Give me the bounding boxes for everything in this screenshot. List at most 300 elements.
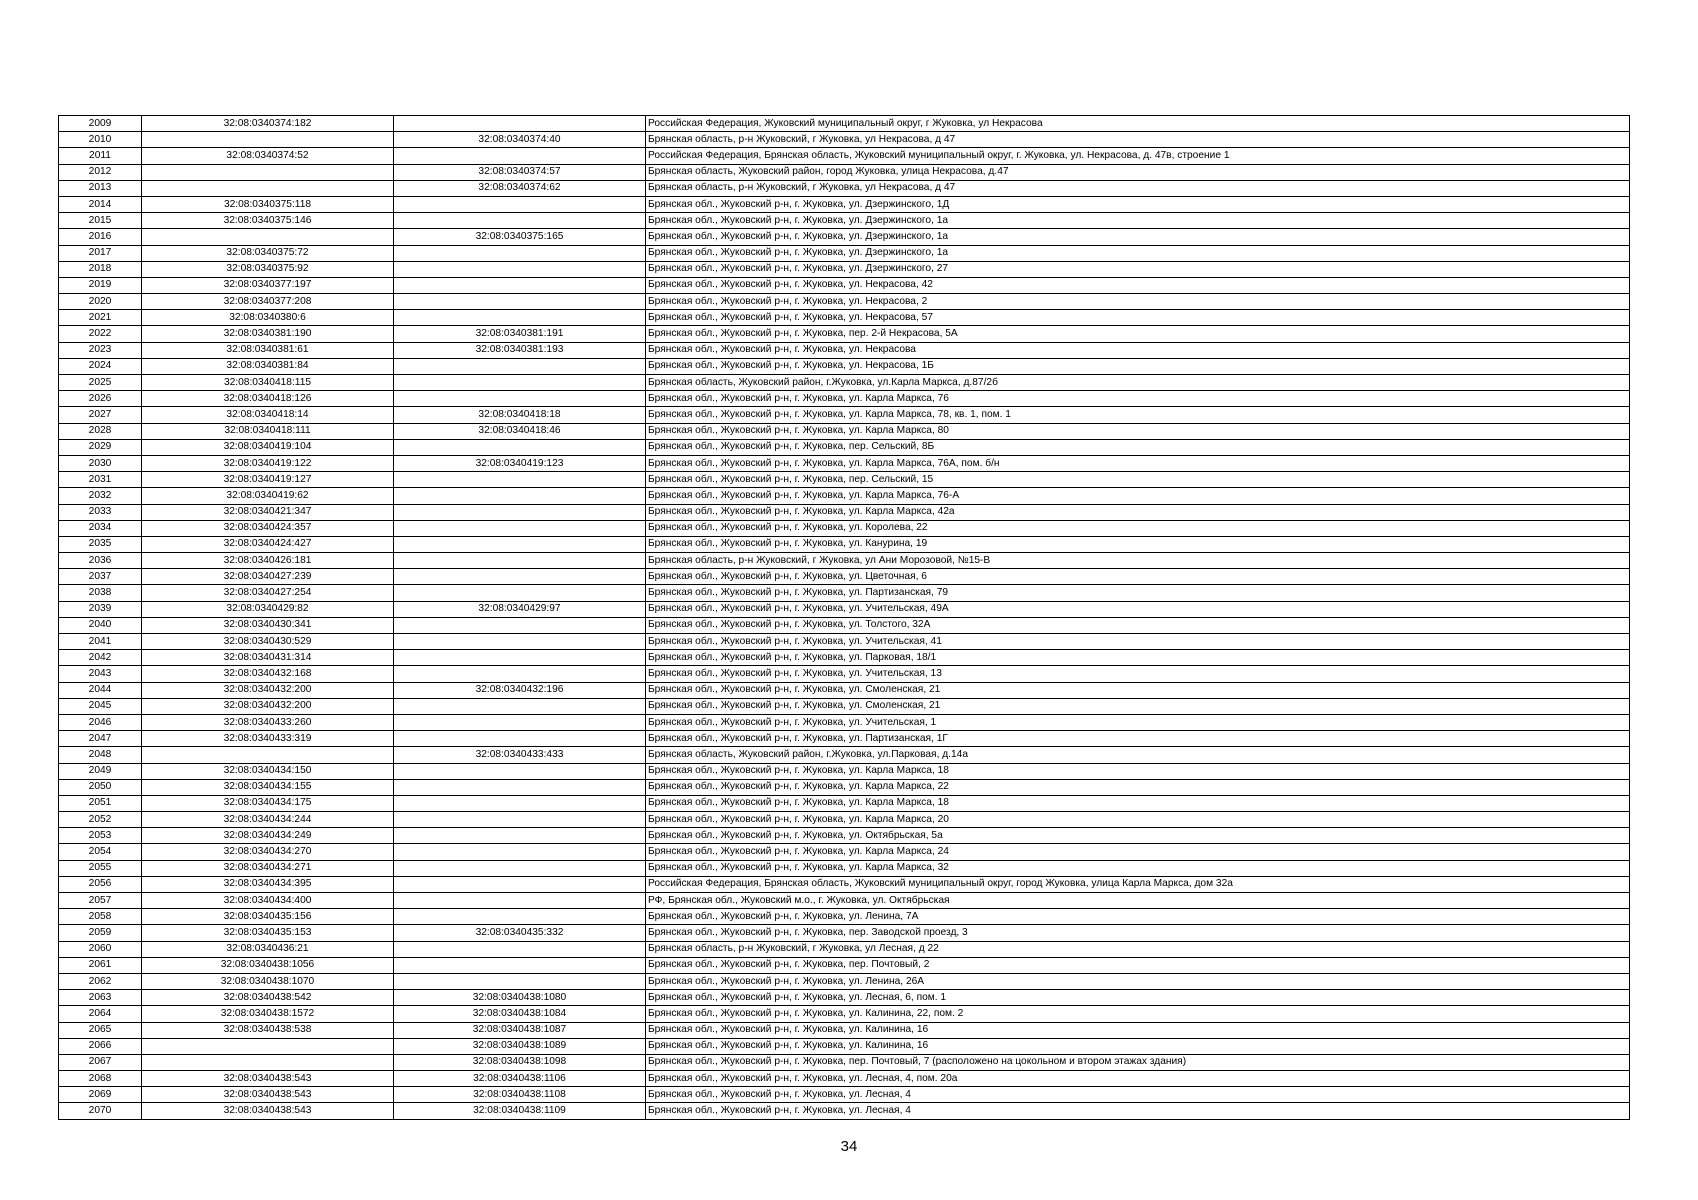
cadastral-number	[142, 180, 394, 196]
row-number: 2014	[59, 196, 142, 212]
related-cadastral-number: 32:08:0340374:40	[394, 132, 646, 148]
address: Брянская обл., Жуковский р-н, г. Жуковка, ул. Некрасова, 42	[646, 277, 1630, 293]
table-row	[59, 714, 1630, 730]
cadastral-number: 32:08:0340418:111	[142, 423, 394, 439]
cadastral-number: 32:08:0340438:543	[142, 1087, 394, 1103]
address: Брянская обл., Жуковский р-н, г. Жуковка, пер. Заводской проезд, 3	[646, 925, 1630, 941]
row-number: 2012	[59, 164, 142, 180]
row-number: 2056	[59, 876, 142, 892]
related-cadastral-number	[394, 116, 646, 132]
table-row	[59, 1054, 1630, 1070]
table-row	[59, 1071, 1630, 1087]
table-row	[59, 990, 1630, 1006]
row-number: 2029	[59, 439, 142, 455]
row-number: 2020	[59, 294, 142, 310]
cadastral-number: 32:08:0340434:270	[142, 844, 394, 860]
related-cadastral-number	[394, 196, 646, 212]
cadastral-number: 32:08:0340419:127	[142, 472, 394, 488]
row-number: 2057	[59, 893, 142, 909]
row-number: 2054	[59, 844, 142, 860]
row-number: 2028	[59, 423, 142, 439]
row-number: 2041	[59, 634, 142, 650]
row-number: 2030	[59, 455, 142, 471]
row-number: 2064	[59, 1006, 142, 1022]
address: Брянская область, р-н Жуковский, г Жуковка, ул Лесная, д 22	[646, 941, 1630, 957]
cadastral-number: 32:08:0340434:175	[142, 795, 394, 811]
address: Брянская обл., Жуковский р-н, г. Жуковка, ул. Канурина, 19	[646, 536, 1630, 552]
cadastral-table	[58, 115, 1630, 1120]
related-cadastral-number	[394, 698, 646, 714]
table-row	[59, 601, 1630, 617]
row-number: 2067	[59, 1054, 142, 1070]
table-row	[59, 536, 1630, 552]
table-row	[59, 261, 1630, 277]
address: Брянская область, р-н Жуковский, г Жуковка, ул Ани Морозовой, №15-В	[646, 553, 1630, 569]
cadastral-number: 32:08:0340436:21	[142, 941, 394, 957]
related-cadastral-number	[394, 860, 646, 876]
cadastral-number: 32:08:0340381:61	[142, 342, 394, 358]
related-cadastral-number: 32:08:0340381:191	[394, 326, 646, 342]
table-row	[59, 472, 1630, 488]
address: Брянская обл., Жуковский р-н, г. Жуковка, ул. Некрасова, 57	[646, 310, 1630, 326]
related-cadastral-number	[394, 634, 646, 650]
cadastral-number: 32:08:0340424:427	[142, 536, 394, 552]
cadastral-number: 32:08:0340432:200	[142, 698, 394, 714]
related-cadastral-number	[394, 731, 646, 747]
row-number: 2060	[59, 941, 142, 957]
related-cadastral-number: 32:08:0340435:332	[394, 925, 646, 941]
row-number: 2027	[59, 407, 142, 423]
row-number: 2058	[59, 909, 142, 925]
row-number: 2026	[59, 391, 142, 407]
address: Брянская область, р-н Жуковский, г Жуковка, ул Некрасова, д 47	[646, 132, 1630, 148]
row-number: 2019	[59, 277, 142, 293]
address: Брянская обл., Жуковский р-н, г. Жуковка, ул. Карла Маркса, 42а	[646, 504, 1630, 520]
address: Брянская обл., Жуковский р-н, г. Жуковка, пер. 2-й Некрасова, 5А	[646, 326, 1630, 342]
related-cadastral-number: 32:08:0340418:18	[394, 407, 646, 423]
row-number: 2022	[59, 326, 142, 342]
table-row	[59, 698, 1630, 714]
cadastral-number: 32:08:0340431:314	[142, 650, 394, 666]
cadastral-number: 32:08:0340419:62	[142, 488, 394, 504]
row-number: 2032	[59, 488, 142, 504]
table-row	[59, 795, 1630, 811]
row-number: 2065	[59, 1022, 142, 1038]
row-number: 2024	[59, 358, 142, 374]
row-number: 2033	[59, 504, 142, 520]
address: Брянская обл., Жуковский р-н, г. Жуковка, ул. Лесная, 4	[646, 1103, 1630, 1119]
related-cadastral-number: 32:08:0340438:1089	[394, 1038, 646, 1054]
address: Брянская обл., Жуковский р-н, г. Жуковка, ул. Лесная, 4	[646, 1087, 1630, 1103]
table-row	[59, 569, 1630, 585]
address: Брянская обл., Жуковский р-н, г. Жуковка, ул. Карла Маркса, 24	[646, 844, 1630, 860]
cadastral-number: 32:08:0340374:182	[142, 116, 394, 132]
cadastral-number: 32:08:0340433:319	[142, 731, 394, 747]
row-number: 2039	[59, 601, 142, 617]
related-cadastral-number	[394, 358, 646, 374]
cadastral-number: 32:08:0340427:239	[142, 569, 394, 585]
address: Брянская обл., Жуковский р-н, г. Жуковка, ул. Октябрьская, 5а	[646, 828, 1630, 844]
table-row	[59, 342, 1630, 358]
address: Брянская обл., Жуковский р-н, г. Жуковка, ул. Карла Маркса, 76А, пом. б/н	[646, 455, 1630, 471]
related-cadastral-number: 32:08:0340438:1084	[394, 1006, 646, 1022]
related-cadastral-number	[394, 569, 646, 585]
cadastral-number: 32:08:0340375:146	[142, 213, 394, 229]
cadastral-number: 32:08:0340438:1572	[142, 1006, 394, 1022]
address: Брянская обл., Жуковский р-н, г. Жуковка, ул. Карла Маркса, 78, кв. 1, пом. 1	[646, 407, 1630, 423]
row-number: 2062	[59, 973, 142, 989]
related-cadastral-number	[394, 844, 646, 860]
cadastral-number: 32:08:0340438:543	[142, 1103, 394, 1119]
address: Брянская обл., Жуковский р-н, г. Жуковка, ул. Калинина, 16	[646, 1022, 1630, 1038]
cadastral-number: 32:08:0340435:156	[142, 909, 394, 925]
cadastral-number: 32:08:0340433:260	[142, 714, 394, 730]
cadastral-number: 32:08:0340435:153	[142, 925, 394, 941]
address: Брянская обл., Жуковский р-н, г. Жуковка, ул. Учительская, 41	[646, 634, 1630, 650]
related-cadastral-number	[394, 617, 646, 633]
related-cadastral-number: 32:08:0340438:1087	[394, 1022, 646, 1038]
row-number: 2068	[59, 1071, 142, 1087]
cadastral-number: 32:08:0340375:118	[142, 196, 394, 212]
table-row	[59, 585, 1630, 601]
table-row	[59, 326, 1630, 342]
related-cadastral-number: 32:08:0340438:1108	[394, 1087, 646, 1103]
address: Брянская обл., Жуковский р-н, г. Жуковка, ул. Цветочная, 6	[646, 569, 1630, 585]
address: РФ, Брянская обл., Жуковский м.о., г. Жуковка, ул. Октябрьская	[646, 893, 1630, 909]
table-row	[59, 617, 1630, 633]
related-cadastral-number	[394, 261, 646, 277]
address: Брянская область, Жуковский район, город Жуковка, улица Некрасова, д.47	[646, 164, 1630, 180]
row-number: 2059	[59, 925, 142, 941]
row-number: 2016	[59, 229, 142, 245]
cadastral-number: 32:08:0340434:150	[142, 763, 394, 779]
cadastral-number: 32:08:0340375:72	[142, 245, 394, 261]
row-number: 2050	[59, 779, 142, 795]
address: Брянская обл., Жуковский р-н, г. Жуковка, ул. Некрасова	[646, 342, 1630, 358]
related-cadastral-number: 32:08:0340433:433	[394, 747, 646, 763]
table-row	[59, 957, 1630, 973]
address: Брянская обл., Жуковский р-н, г. Жуковка, ул. Карла Маркса, 20	[646, 812, 1630, 828]
table-row	[59, 779, 1630, 795]
related-cadastral-number: 32:08:0340374:62	[394, 180, 646, 196]
related-cadastral-number	[394, 666, 646, 682]
related-cadastral-number	[394, 941, 646, 957]
row-number: 2031	[59, 472, 142, 488]
table-row	[59, 488, 1630, 504]
cadastral-number: 32:08:0340438:1056	[142, 957, 394, 973]
related-cadastral-number	[394, 957, 646, 973]
table-row	[59, 455, 1630, 471]
address: Брянская обл., Жуковский р-н, г. Жуковка, пер. Сельский, 8Б	[646, 439, 1630, 455]
table-row	[59, 1006, 1630, 1022]
related-cadastral-number: 32:08:0340381:193	[394, 342, 646, 358]
related-cadastral-number	[394, 472, 646, 488]
related-cadastral-number	[394, 812, 646, 828]
row-number: 2017	[59, 245, 142, 261]
related-cadastral-number	[394, 650, 646, 666]
row-number: 2009	[59, 116, 142, 132]
cadastral-number: 32:08:0340419:122	[142, 455, 394, 471]
table-row	[59, 180, 1630, 196]
cadastral-number: 32:08:0340381:190	[142, 326, 394, 342]
cadastral-number: 32:08:0340426:181	[142, 553, 394, 569]
cadastral-number: 32:08:0340418:126	[142, 391, 394, 407]
address: Брянская обл., Жуковский р-н, г. Жуковка, ул. Карла Маркса, 76	[646, 391, 1630, 407]
cadastral-number: 32:08:0340438:538	[142, 1022, 394, 1038]
row-number: 2047	[59, 731, 142, 747]
cadastral-number: 32:08:0340432:200	[142, 682, 394, 698]
related-cadastral-number	[394, 504, 646, 520]
row-number: 2066	[59, 1038, 142, 1054]
table-row	[59, 132, 1630, 148]
cadastral-number: 32:08:0340419:104	[142, 439, 394, 455]
related-cadastral-number	[394, 245, 646, 261]
address: Брянская обл., Жуковский р-н, г. Жуковка, ул. Карла Маркса, 76-А	[646, 488, 1630, 504]
row-number: 2011	[59, 148, 142, 164]
cadastral-number: 32:08:0340438:542	[142, 990, 394, 1006]
address: Брянская обл., Жуковский р-н, г. Жуковка, ул. Карла Маркса, 32	[646, 860, 1630, 876]
cadastral-number: 32:08:0340438:1070	[142, 973, 394, 989]
table-row	[59, 358, 1630, 374]
cadastral-number: 32:08:0340429:82	[142, 601, 394, 617]
cadastral-number: 32:08:0340381:84	[142, 358, 394, 374]
table-row	[59, 277, 1630, 293]
address: Брянская обл., Жуковский р-н, г. Жуковка, ул. Карла Маркса, 22	[646, 779, 1630, 795]
table-row	[59, 213, 1630, 229]
address: Брянская обл., Жуковский р-н, г. Жуковка, ул. Дзержинского, 1Д	[646, 196, 1630, 212]
address: Брянская обл., Жуковский р-н, г. Жуковка, ул. Ленина, 7А	[646, 909, 1630, 925]
related-cadastral-number: 32:08:0340432:196	[394, 682, 646, 698]
table-row	[59, 245, 1630, 261]
cadastral-number: 32:08:0340438:543	[142, 1071, 394, 1087]
address: Брянская обл., Жуковский р-н, г. Жуковка, ул. Дзержинского, 1а	[646, 229, 1630, 245]
table-row	[59, 229, 1630, 245]
address: Брянская обл., Жуковский р-н, г. Жуковка, ул. Лесная, 6, пом. 1	[646, 990, 1630, 1006]
cadastral-number: 32:08:0340430:341	[142, 617, 394, 633]
address: Брянская обл., Жуковский р-н, г. Жуковка, ул. Учительская, 13	[646, 666, 1630, 682]
address: Брянская обл., Жуковский р-н, г. Жуковка, ул. Калинина, 22, пом. 2	[646, 1006, 1630, 1022]
table-row	[59, 164, 1630, 180]
table-row	[59, 439, 1630, 455]
cadastral-number	[142, 229, 394, 245]
address: Российская Федерация, Брянская область, Жуковский муниципальный округ, город Жуковка, улица Карла Маркса, дом 32а	[646, 876, 1630, 892]
row-number: 2038	[59, 585, 142, 601]
row-number: 2037	[59, 569, 142, 585]
table-row	[59, 294, 1630, 310]
table-row	[59, 553, 1630, 569]
cadastral-number: 32:08:0340377:197	[142, 277, 394, 293]
related-cadastral-number	[394, 439, 646, 455]
address: Брянская обл., Жуковский р-н, г. Жуковка, ул. Некрасова, 2	[646, 294, 1630, 310]
row-number: 2023	[59, 342, 142, 358]
related-cadastral-number	[394, 585, 646, 601]
row-number: 2042	[59, 650, 142, 666]
address: Брянская обл., Жуковский р-н, г. Жуковка, пер. Почтовый, 7 (расположено на цокольном и втором этажах здания)	[646, 1054, 1630, 1070]
row-number: 2055	[59, 860, 142, 876]
cadastral-number: 32:08:0340374:52	[142, 148, 394, 164]
row-number: 2052	[59, 812, 142, 828]
table-row	[59, 1038, 1630, 1054]
related-cadastral-number: 32:08:0340438:1106	[394, 1071, 646, 1087]
table-row	[59, 747, 1630, 763]
related-cadastral-number: 32:08:0340438:1109	[394, 1103, 646, 1119]
cadastral-number: 32:08:0340424:357	[142, 520, 394, 536]
row-number: 2010	[59, 132, 142, 148]
table-row	[59, 1103, 1630, 1119]
address: Брянская обл., Жуковский р-н, г. Жуковка, ул. Парковая, 18/1	[646, 650, 1630, 666]
related-cadastral-number	[394, 973, 646, 989]
row-number: 2069	[59, 1087, 142, 1103]
table-row	[59, 844, 1630, 860]
cadastral-number: 32:08:0340377:208	[142, 294, 394, 310]
cadastral-number: 32:08:0340434:249	[142, 828, 394, 844]
related-cadastral-number	[394, 795, 646, 811]
table-row	[59, 423, 1630, 439]
address: Российская Федерация, Жуковский муниципальный округ, г Жуковка, ул Некрасова	[646, 116, 1630, 132]
row-number: 2046	[59, 714, 142, 730]
related-cadastral-number	[394, 893, 646, 909]
cadastral-number	[142, 1054, 394, 1070]
cadastral-number: 32:08:0340380:6	[142, 310, 394, 326]
table-row	[59, 812, 1630, 828]
address: Брянская обл., Жуковский р-н, г. Жуковка, ул. Дзержинского, 1а	[646, 245, 1630, 261]
page-number: 34	[840, 1138, 858, 1155]
cadastral-number: 32:08:0340418:14	[142, 407, 394, 423]
table-row	[59, 925, 1630, 941]
related-cadastral-number	[394, 310, 646, 326]
address: Брянская обл., Жуковский р-н, г. Жуковка, ул. Ленина, 26А	[646, 973, 1630, 989]
cadastral-number: 32:08:0340434:395	[142, 876, 394, 892]
related-cadastral-number: 32:08:0340419:123	[394, 455, 646, 471]
cadastral-number: 32:08:0340418:115	[142, 375, 394, 391]
cadastral-number: 32:08:0340432:168	[142, 666, 394, 682]
address: Брянская обл., Жуковский р-н, г. Жуковка, ул. Некрасова, 1Б	[646, 358, 1630, 374]
address: Брянская обл., Жуковский р-н, г. Жуковка, пер. Почтовый, 2	[646, 957, 1630, 973]
table-row	[59, 407, 1630, 423]
row-number: 2044	[59, 682, 142, 698]
address: Брянская обл., Жуковский р-н, г. Жуковка, ул. Королева, 22	[646, 520, 1630, 536]
related-cadastral-number	[394, 714, 646, 730]
row-number: 2063	[59, 990, 142, 1006]
cadastral-number: 32:08:0340430:529	[142, 634, 394, 650]
table-row	[59, 634, 1630, 650]
address: Брянская обл., Жуковский р-н, г. Жуковка, ул. Карла Маркса, 18	[646, 795, 1630, 811]
row-number: 2045	[59, 698, 142, 714]
row-number: 2043	[59, 666, 142, 682]
row-number: 2034	[59, 520, 142, 536]
row-number: 2013	[59, 180, 142, 196]
address: Брянская обл., Жуковский р-н, г. Жуковка, ул. Лесная, 4, пом. 20а	[646, 1071, 1630, 1087]
table-row	[59, 310, 1630, 326]
table-row	[59, 520, 1630, 536]
row-number: 2015	[59, 213, 142, 229]
address: Брянская обл., Жуковский р-н, г. Жуковка, ул. Партизанская, 79	[646, 585, 1630, 601]
cadastral-number	[142, 747, 394, 763]
cadastral-number: 32:08:0340434:244	[142, 812, 394, 828]
cadastral-number	[142, 1038, 394, 1054]
table-row	[59, 828, 1630, 844]
related-cadastral-number	[394, 277, 646, 293]
table-row	[59, 116, 1630, 132]
cadastral-number	[142, 164, 394, 180]
row-number: 2061	[59, 957, 142, 973]
address: Брянская обл., Жуковский р-н, г. Жуковка, ул. Карла Маркса, 18	[646, 763, 1630, 779]
address: Брянская обл., Жуковский р-н, г. Жуковка, ул. Калинина, 16	[646, 1038, 1630, 1054]
address: Брянская обл., Жуковский р-н, г. Жуковка, ул. Карла Маркса, 80	[646, 423, 1630, 439]
address: Брянская обл., Жуковский р-н, г. Жуковка, ул. Смоленская, 21	[646, 698, 1630, 714]
address: Брянская обл., Жуковский р-н, г. Жуковка, ул. Партизанская, 1Г	[646, 731, 1630, 747]
row-number: 2070	[59, 1103, 142, 1119]
related-cadastral-number: 32:08:0340438:1098	[394, 1054, 646, 1070]
cadastral-number	[142, 132, 394, 148]
table-row	[59, 941, 1630, 957]
row-number: 2021	[59, 310, 142, 326]
address: Брянская область, р-н Жуковский, г Жуковка, ул Некрасова, д 47	[646, 180, 1630, 196]
related-cadastral-number	[394, 909, 646, 925]
related-cadastral-number	[394, 520, 646, 536]
address: Брянская обл., Жуковский р-н, г. Жуковка, ул. Смоленская, 21	[646, 682, 1630, 698]
table-row	[59, 860, 1630, 876]
table-row	[59, 1022, 1630, 1038]
table-row	[59, 148, 1630, 164]
row-number: 2049	[59, 763, 142, 779]
related-cadastral-number	[394, 488, 646, 504]
cadastral-number: 32:08:0340434:155	[142, 779, 394, 795]
related-cadastral-number	[394, 553, 646, 569]
address: Брянская область, Жуковский район, г.Жуковка, ул.Парковая, д.14а	[646, 747, 1630, 763]
row-number: 2018	[59, 261, 142, 277]
table-row	[59, 876, 1630, 892]
related-cadastral-number: 32:08:0340375:165	[394, 229, 646, 245]
table-row	[59, 391, 1630, 407]
table-row	[59, 375, 1630, 391]
table-row	[59, 196, 1630, 212]
related-cadastral-number	[394, 375, 646, 391]
table-row	[59, 973, 1630, 989]
table-row	[59, 909, 1630, 925]
related-cadastral-number	[394, 148, 646, 164]
related-cadastral-number: 32:08:0340418:46	[394, 423, 646, 439]
related-cadastral-number	[394, 779, 646, 795]
table-row	[59, 682, 1630, 698]
address: Брянская область, Жуковский район, г.Жуковка, ул.Карла Маркса, д.87/2б	[646, 375, 1630, 391]
table-row	[59, 666, 1630, 682]
row-number: 2053	[59, 828, 142, 844]
row-number: 2048	[59, 747, 142, 763]
cadastral-number: 32:08:0340434:271	[142, 860, 394, 876]
cadastral-number: 32:08:0340375:92	[142, 261, 394, 277]
cadastral-number: 32:08:0340434:400	[142, 893, 394, 909]
cadastral-number: 32:08:0340421:347	[142, 504, 394, 520]
address: Брянская обл., Жуковский р-н, г. Жуковка, пер. Сельский, 15	[646, 472, 1630, 488]
related-cadastral-number	[394, 763, 646, 779]
related-cadastral-number: 32:08:0340374:57	[394, 164, 646, 180]
table-row	[59, 650, 1630, 666]
address: Брянская обл., Жуковский р-н, г. Жуковка, ул. Учительская, 1	[646, 714, 1630, 730]
row-number: 2025	[59, 375, 142, 391]
related-cadastral-number	[394, 213, 646, 229]
table-body	[59, 116, 1630, 1120]
table-row	[59, 763, 1630, 779]
cadastral-number: 32:08:0340427:254	[142, 585, 394, 601]
row-number: 2051	[59, 795, 142, 811]
related-cadastral-number	[394, 391, 646, 407]
related-cadastral-number	[394, 876, 646, 892]
address: Брянская обл., Жуковский р-н, г. Жуковка, ул. Толстого, 32А	[646, 617, 1630, 633]
table-row	[59, 504, 1630, 520]
row-number: 2036	[59, 553, 142, 569]
address: Брянская обл., Жуковский р-н, г. Жуковка, ул. Учительская, 49А	[646, 601, 1630, 617]
